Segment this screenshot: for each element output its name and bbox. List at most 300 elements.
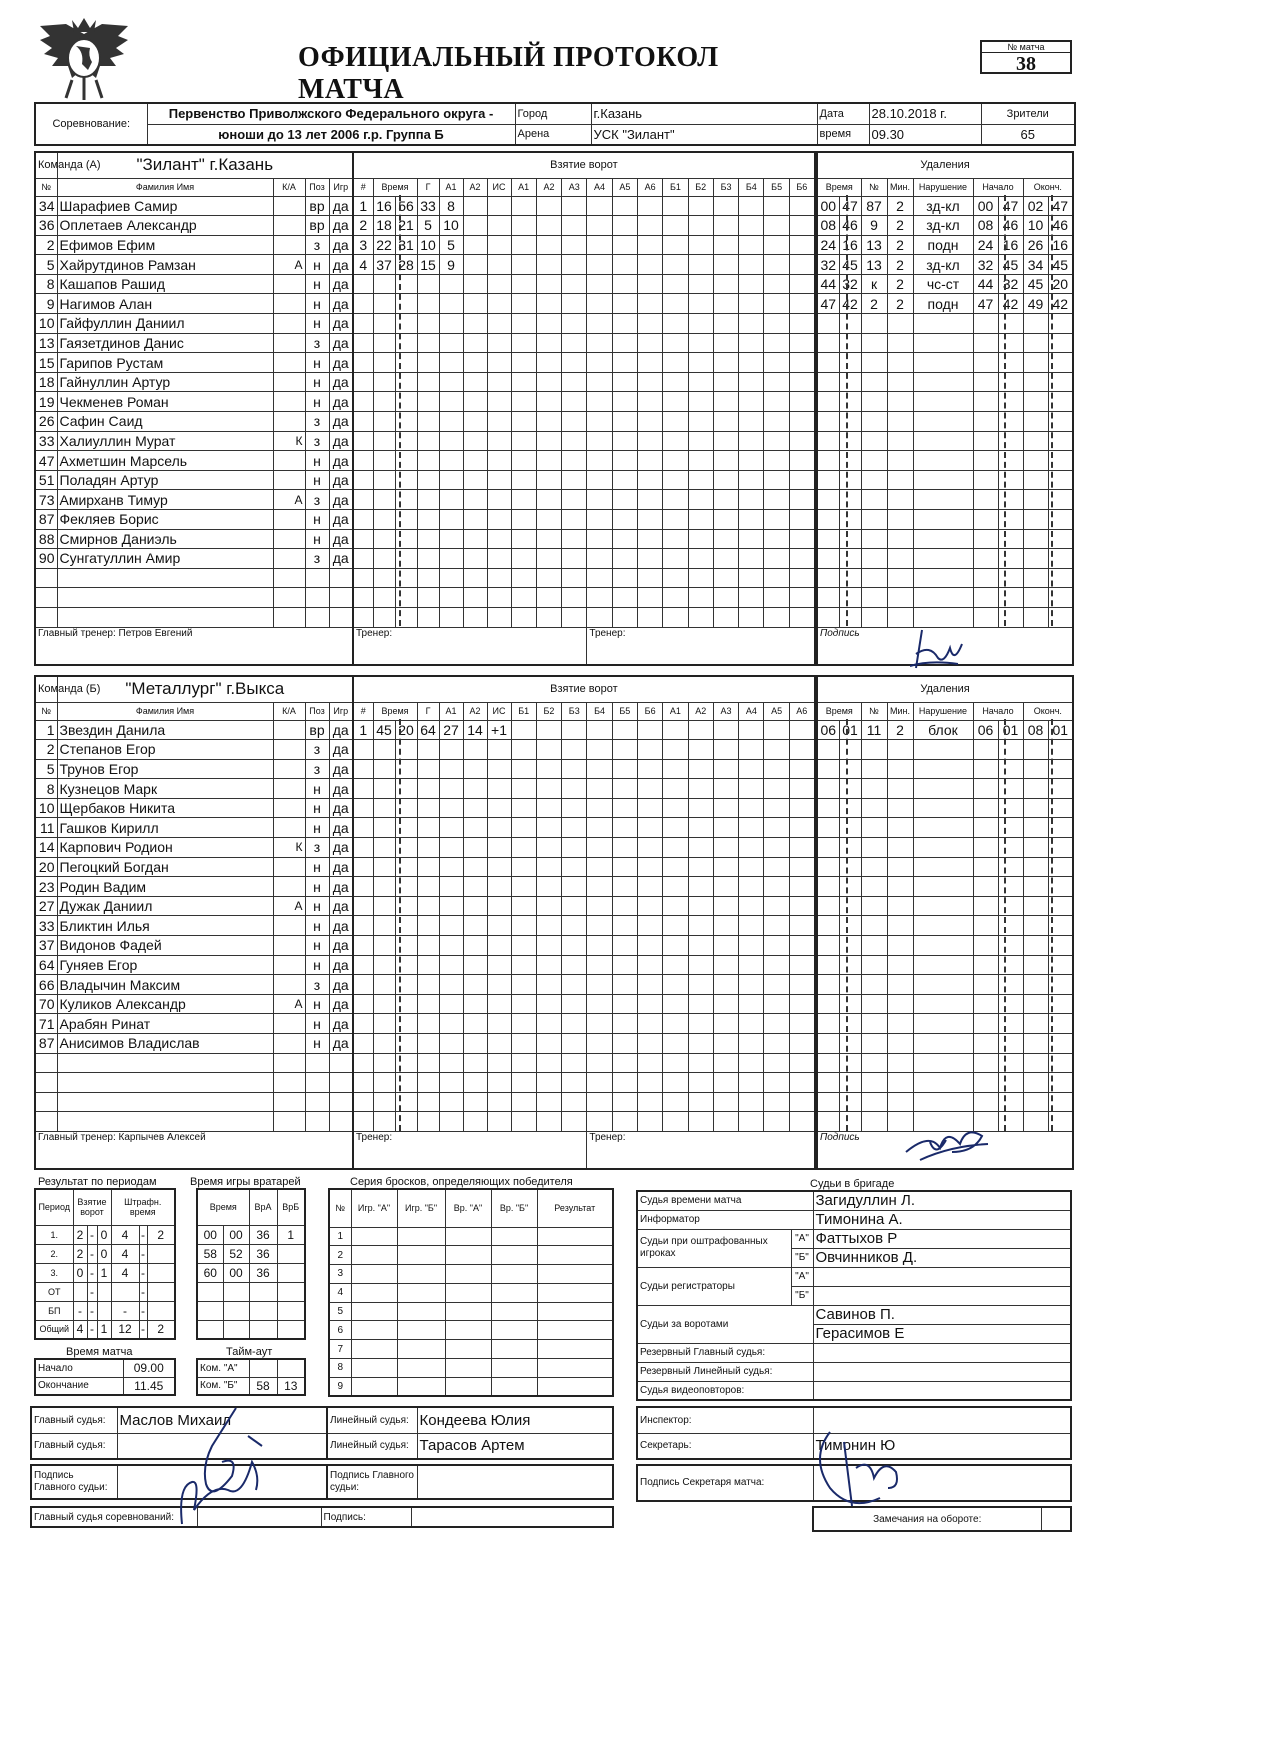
shootout-cell (537, 1246, 613, 1265)
penalty-row (817, 490, 1073, 510)
period-goals-b: 1 (97, 1320, 111, 1339)
goal-a2 (463, 1073, 487, 1093)
penalty-foul (913, 568, 973, 588)
goal-g (417, 857, 439, 877)
player-igr (329, 1112, 353, 1132)
goal-onice (612, 510, 637, 530)
shootout-cell (397, 1283, 445, 1302)
period-goals-b: 1 (97, 1263, 111, 1282)
period-pim-sep: - (139, 1244, 147, 1263)
goal-onice (713, 759, 738, 779)
goal-onice (789, 818, 815, 838)
goal-onice (637, 568, 662, 588)
goal-g (417, 759, 439, 779)
goal-is (487, 896, 511, 916)
goal-onice (562, 274, 587, 294)
penalty-row (817, 412, 1073, 432)
goal-a1 (439, 470, 463, 490)
player-row (35, 196, 353, 216)
goal-onice (764, 877, 789, 897)
goal-onice (764, 294, 789, 314)
goal-n (353, 274, 373, 294)
player-no: 8 (35, 274, 57, 294)
goal-a1 (439, 740, 463, 760)
col-goal-10: А5 (764, 702, 789, 720)
player-ka (273, 196, 305, 216)
goal-onice (713, 1014, 738, 1034)
goal-onice (663, 529, 688, 549)
goal-onice (511, 568, 536, 588)
goal-onice (789, 529, 815, 549)
scorer-b-tag: "Б" (791, 1286, 813, 1305)
penalty-row (817, 294, 1073, 314)
goal-onice (612, 936, 637, 956)
goalie-row (197, 1282, 305, 1301)
col-goal-11: Б6 (789, 178, 815, 196)
shootout-table (328, 1188, 614, 1397)
goal-onice (789, 431, 815, 451)
player-pos: з (305, 431, 329, 451)
player-ka (273, 1092, 305, 1112)
goal-onice (612, 955, 637, 975)
penalty-min (887, 818, 913, 838)
player-row (35, 740, 353, 760)
goal-onice (764, 333, 789, 353)
goal-onice (663, 314, 688, 334)
penalty-min (887, 314, 913, 334)
player-igr: да (329, 235, 353, 255)
player-pos (305, 607, 329, 627)
goal-onice (739, 1092, 764, 1112)
penalty-no (861, 1014, 887, 1034)
period-goals-b (97, 1301, 111, 1320)
goal-onice (739, 510, 764, 530)
goal-onice (688, 568, 713, 588)
player-no: 70 (35, 994, 57, 1014)
goal-onice (511, 994, 536, 1014)
penalty-em (1023, 798, 1048, 818)
goal-onice (739, 607, 764, 627)
goal-onice (739, 235, 764, 255)
penalty-no (861, 333, 887, 353)
goal-onice (511, 877, 536, 897)
penalty-foul (913, 314, 973, 334)
penalty-foul (913, 975, 973, 995)
goal-onice (789, 255, 815, 275)
timeout-b-sec: 13 (277, 1377, 305, 1395)
goal-a1 (439, 1092, 463, 1112)
shootout-cell (445, 1321, 491, 1340)
player-name (57, 568, 273, 588)
penalty-row (817, 916, 1073, 936)
penalty-ts (839, 818, 861, 838)
goal-onice (536, 568, 561, 588)
goal-row (353, 955, 815, 975)
goal-n (353, 529, 373, 549)
player-pos (305, 1073, 329, 1093)
goal-a2 (463, 759, 487, 779)
goal-is (487, 412, 511, 432)
goal-onice (637, 1073, 662, 1093)
shootout-cell (351, 1227, 397, 1246)
goal-onice (536, 1073, 561, 1093)
goal-onice (637, 798, 662, 818)
goal-onice (562, 549, 587, 569)
goal-onice (713, 549, 738, 569)
goal-a1 (439, 314, 463, 334)
penalty-row (817, 431, 1073, 451)
goal-n (353, 588, 373, 608)
penalty-min (887, 877, 913, 897)
goal-onice (739, 1034, 764, 1054)
goal-n (353, 568, 373, 588)
goal-onice (511, 235, 536, 255)
penalty-em (1023, 936, 1048, 956)
goal-onice (587, 470, 612, 490)
penalty-sm (973, 372, 998, 392)
timekeeper-label: Судья времени матча (637, 1191, 813, 1210)
goal-a1: 27 (439, 720, 463, 740)
player-name: Халиуллин Мурат (57, 431, 273, 451)
col-pen-start: Начало (973, 178, 1023, 196)
goal-onice (637, 607, 662, 627)
goal-onice (663, 412, 688, 432)
goal-onice (764, 740, 789, 760)
teamB-col-name: Фамилия Имя (57, 702, 273, 720)
goal-n (353, 314, 373, 334)
goal-row (353, 1092, 815, 1112)
goal-n (353, 916, 373, 936)
goal-onice (587, 759, 612, 779)
goal-onice (637, 196, 662, 216)
shootout-row (329, 1227, 613, 1246)
timeout-title: Тайм-аут (226, 1346, 273, 1358)
timeout-b-label: Ком. "Б" (197, 1377, 249, 1395)
goal-onice (511, 818, 536, 838)
goal-onice (739, 818, 764, 838)
penalty-row (817, 333, 1073, 353)
player-ka: А (273, 994, 305, 1014)
penalty-ss (998, 549, 1023, 569)
player-no (35, 607, 57, 627)
goal-onice (688, 896, 713, 916)
teamA-penalties-table (816, 151, 1074, 666)
penalty-sm (973, 896, 998, 916)
city-label: Город (515, 103, 591, 124)
player-pos: н (305, 779, 329, 799)
goal-onice (663, 568, 688, 588)
goal-a2 (463, 588, 487, 608)
player-name: Ахметшин Марсель (57, 451, 273, 471)
penalty-no: 9 (861, 216, 887, 236)
dashed-divider (399, 195, 401, 626)
goal-onice (713, 196, 738, 216)
goal-onice (536, 294, 561, 314)
penalty-sm: 08 (973, 216, 998, 236)
goal-g (417, 994, 439, 1014)
goal-row (353, 740, 815, 760)
goal-n (353, 549, 373, 569)
goal-onice (511, 936, 536, 956)
goal-onice (587, 216, 612, 236)
goal-onice (536, 216, 561, 236)
goal-onice (688, 255, 713, 275)
penalty-es: 20 (1048, 274, 1073, 294)
goal-is (487, 818, 511, 838)
goal-row (353, 588, 815, 608)
shootout-cell (537, 1377, 613, 1396)
penalty-tm (817, 779, 839, 799)
goal-onice (764, 274, 789, 294)
penalty-ts (839, 779, 861, 799)
shootout-no: 9 (329, 1377, 351, 1396)
periods-table (34, 1188, 176, 1340)
penalty-ts (839, 1112, 861, 1132)
player-name: Видонов Фадей (57, 936, 273, 956)
player-name: Дужак Даниил (57, 896, 273, 916)
penalty-sm (973, 1034, 998, 1054)
penalty-no (861, 431, 887, 451)
shootout-cell (491, 1227, 537, 1246)
goal-onice (637, 818, 662, 838)
goal-onice (511, 1112, 536, 1132)
shootout-row (329, 1302, 613, 1321)
goal-onice (764, 607, 789, 627)
penalty-foul: подн (913, 235, 973, 255)
player-name: Щербаков Никита (57, 798, 273, 818)
goal-is (487, 353, 511, 373)
goal-onice (663, 333, 688, 353)
goal-onice (511, 759, 536, 779)
penalty-min (887, 431, 913, 451)
penalty-ts (839, 838, 861, 858)
player-pos: з (305, 549, 329, 569)
goal-onice (663, 216, 688, 236)
col-goal-7: А2 (688, 702, 713, 720)
goal-onice (688, 431, 713, 451)
goal-row (353, 333, 815, 353)
player-pos: н (305, 294, 329, 314)
goal-is (487, 470, 511, 490)
goal-onice (612, 1034, 637, 1054)
city-value: г.Казань (591, 103, 817, 124)
goal-onice (536, 353, 561, 373)
goalie-h-time: Время (197, 1189, 249, 1225)
goal-onice (713, 431, 738, 451)
goal-onice (612, 412, 637, 432)
goal-onice (663, 470, 688, 490)
player-igr: да (329, 1034, 353, 1054)
penalty-row (817, 877, 1073, 897)
player-name (57, 1112, 273, 1132)
shootout-cell (537, 1227, 613, 1246)
penalty-min (887, 759, 913, 779)
goal-g (417, 798, 439, 818)
penalty-no (861, 353, 887, 373)
goal-g: 5 (417, 216, 439, 236)
goal-onice (713, 216, 738, 236)
penalty-ts (839, 412, 861, 432)
penalty-sm (973, 798, 998, 818)
goal-onice (511, 1092, 536, 1112)
player-row (35, 779, 353, 799)
goal-a1 (439, 916, 463, 936)
goal-onice (511, 916, 536, 936)
goal-onice (764, 235, 789, 255)
player-pos: н (305, 510, 329, 530)
goalie-b (277, 1282, 305, 1301)
goal-row (353, 510, 815, 530)
shootout-row (329, 1340, 613, 1359)
goal-onice (587, 994, 612, 1014)
goal-onice (764, 372, 789, 392)
match-start-label: Начало (35, 1359, 123, 1377)
goal-onice (637, 936, 662, 956)
pen-judge-a: Фаттыхов Р (813, 1229, 1071, 1248)
period-goals-a: - (73, 1301, 87, 1320)
player-row (35, 759, 353, 779)
col-pen-time: Время (817, 178, 861, 196)
goalie-s (223, 1320, 249, 1339)
goal-mm (373, 877, 395, 897)
player-no: 10 (35, 314, 57, 334)
goal-n (353, 510, 373, 530)
goal-is (487, 607, 511, 627)
player-name: Фекляев Борис (57, 510, 273, 530)
player-ka (273, 216, 305, 236)
penalty-min (887, 1073, 913, 1093)
teamB-roster-table (34, 675, 354, 1170)
period-goals-a: 0 (73, 1263, 87, 1282)
penalty-sm (973, 838, 998, 858)
goal-onice (562, 451, 587, 471)
goal-judge-1: Савинов П. (813, 1305, 1071, 1324)
goal-onice (562, 568, 587, 588)
shootout-cell (351, 1265, 397, 1284)
goal-a2 (463, 568, 487, 588)
goal-onice (562, 1112, 587, 1132)
goal-n (353, 372, 373, 392)
penalty-ts (839, 877, 861, 897)
goal-onice (713, 1092, 738, 1112)
penalty-min (887, 568, 913, 588)
goal-onice (764, 720, 789, 740)
penalty-em (1023, 314, 1048, 334)
goal-onice (511, 740, 536, 760)
col-a2: А2 (463, 702, 487, 720)
goal-row (353, 798, 815, 818)
period-goals-sep: - (87, 1282, 97, 1301)
penalty-em (1023, 1073, 1048, 1093)
goalie-a (249, 1282, 277, 1301)
penalty-row (817, 1073, 1073, 1093)
goal-a2 (463, 470, 487, 490)
goal-row (353, 372, 815, 392)
goal-row (353, 936, 815, 956)
col-pen_no: № (861, 178, 887, 196)
goal-onice (562, 353, 587, 373)
player-pos (305, 568, 329, 588)
col-num: # (353, 702, 373, 720)
col-goal-11: А6 (789, 702, 815, 720)
player-ka (273, 412, 305, 432)
goal-onice (688, 274, 713, 294)
goal-is (487, 798, 511, 818)
goal-onice (562, 392, 587, 412)
goal-onice (637, 994, 662, 1014)
penalty-sm: 24 (973, 235, 998, 255)
goal-onice (612, 372, 637, 392)
goal-is (487, 1092, 511, 1112)
goal-row (353, 759, 815, 779)
penalty-min (887, 1014, 913, 1034)
goal-onice (789, 314, 815, 334)
goal-onice (663, 1112, 688, 1132)
goal-ss: 21 (395, 216, 417, 236)
penalty-tm (817, 372, 839, 392)
goal-onice (713, 818, 738, 838)
penalty-no (861, 838, 887, 858)
goal-n: 2 (353, 216, 373, 236)
player-row (35, 975, 353, 995)
penalty-foul (913, 451, 973, 471)
player-name (57, 607, 273, 627)
reserve-line-label: Резервный Линейный судья: (637, 1362, 813, 1381)
goal-a1 (439, 857, 463, 877)
timeout-a-label: Ком. "А" (197, 1359, 249, 1377)
player-igr: да (329, 936, 353, 956)
goal-onice (789, 838, 815, 858)
penalty-em (1023, 529, 1048, 549)
penalty-no (861, 588, 887, 608)
penalty-foul (913, 510, 973, 530)
penalty-em (1023, 740, 1048, 760)
goal-onice (713, 588, 738, 608)
goal-onice (612, 877, 637, 897)
goal-onice (713, 857, 738, 877)
penalty-row (817, 857, 1073, 877)
player-name: Трунов Егор (57, 759, 273, 779)
goal-a2 (463, 1112, 487, 1132)
player-igr (329, 588, 353, 608)
penalty-no (861, 490, 887, 510)
penalty-em (1023, 1112, 1048, 1132)
goal-onice (511, 955, 536, 975)
goal-onice (663, 720, 688, 740)
penalty-no (861, 955, 887, 975)
goal-onice (587, 196, 612, 216)
periods-h-pim: Штрафн. время (111, 1189, 175, 1225)
goal-onice (587, 955, 612, 975)
goalie-time-title: Время игры вратарей (190, 1176, 301, 1188)
period-row (35, 1301, 175, 1320)
goal-onice (688, 798, 713, 818)
shootout-cell (445, 1283, 491, 1302)
goal-onice (764, 994, 789, 1014)
goal-onice (637, 235, 662, 255)
goal-n (353, 294, 373, 314)
goal-onice (587, 1053, 612, 1073)
shootout-h-vb: Вр. "Б" (491, 1189, 537, 1227)
goal-n (353, 759, 373, 779)
goal-onice (789, 1092, 815, 1112)
penalty-ts (839, 1092, 861, 1112)
penalty-no (861, 936, 887, 956)
penalty-em: 08 (1023, 720, 1048, 740)
goal-onice (637, 490, 662, 510)
goal-onice (663, 896, 688, 916)
goalie-s (223, 1282, 249, 1301)
